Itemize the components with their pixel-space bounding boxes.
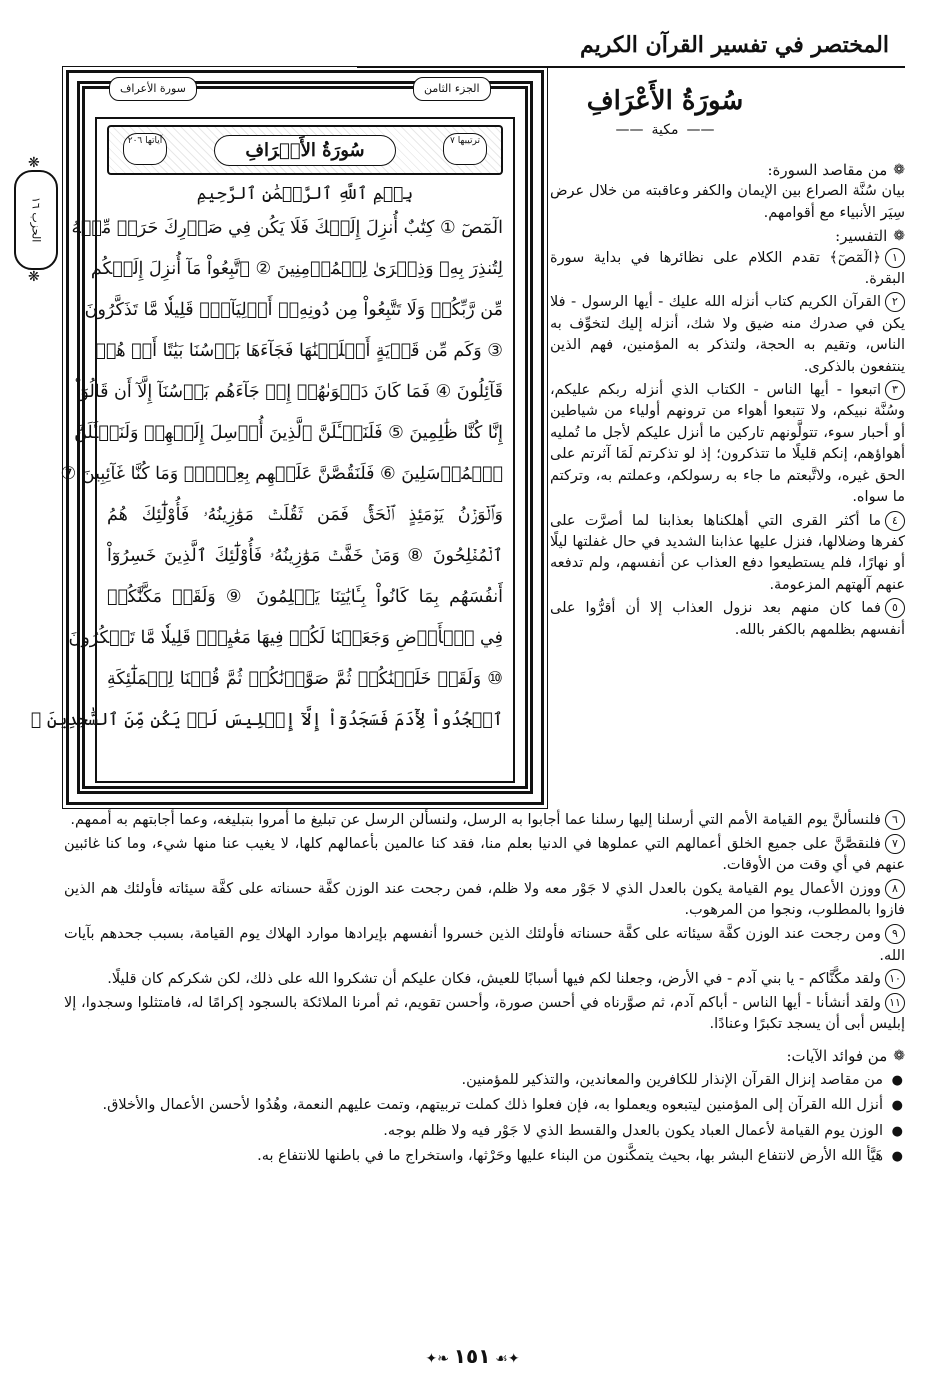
verse-number-badge: ١١ xyxy=(885,993,905,1013)
flower-icon: ❁ xyxy=(893,162,905,178)
verse-line: ③ وَكَم مِّن قَرۡيَةٍ أَهۡلَكۡنَٰهَا فَجَآءَهَا بَأۡسُنَا بَيَٰتًا أَوۡ هُمۡ xyxy=(95,341,503,361)
tafsir-text: ما أكثر القرى التي أهلكناها بعذابنا لما أصرَّت على كفرها وضلالها، فنزل عليها عذابنا الشديد في حال غفلتها ليلًا أو نهارًا، فلم يستطيعوا دفع العذاب عن أنفسهم، ولم تدفعه عنهم آلهتهم المزعومة. xyxy=(550,512,905,593)
tafsir-verse-10 xyxy=(64,969,905,991)
maqasid-text: بيان سُنَّة الصراع بين الإيمان والكفر وعاقبته من خلال عرض سِيَر الأنبياء مع أقوامهم. xyxy=(550,183,905,221)
tafsir-text: القرآن الكريم كتاب أنزله الله عليك - أيها الرسول - فلا يكن في صدرك منه ضيق ولا شك، أنزله إليك لتخوِّف به الناس، وتقيم به الحجة، ولتذكر به المؤمنين، فهم الذين ينتفعون بالذكرى. xyxy=(550,294,905,375)
surah-banner xyxy=(107,125,503,175)
tafsir-verse-8 xyxy=(64,879,905,922)
tafsir-heading-label: التفسير: xyxy=(835,227,888,246)
hizb-label: ❋ الحزب ١٦ xyxy=(29,197,43,243)
page-number-value: ١٥١ xyxy=(453,1344,491,1368)
intro-column xyxy=(550,160,905,643)
page-number xyxy=(0,1344,945,1368)
benefits-list xyxy=(64,1070,905,1168)
tafsir-text: ﴿الٓمٓصٓ﴾ تقدم الكلام على نظائرها في بداية سورة البقرة. xyxy=(550,249,905,288)
verse-number-badge: ٧ xyxy=(885,834,905,854)
flower-icon: ❁ xyxy=(893,228,905,245)
tafsir-text: اتبعوا - أيها الناس - الكتاب الذي أنزله ربكم عليكم، وسُنَّة نبيكم، ولا تتبعوا أهواء من ترونهم أولياء من شياطين أو أحبار سوء، تتولَّونهم تاركين ما أنزل عليكم لأجل ما تُمليه أهواؤهم، إنكم قليلًا ما تتذكرون؛ إذ لو تذكرتم لَمَا آثرتم على الحق غيره، ولاتَّبعتم ما جاء به رسولكم، وعملتم به، وتركتم ما سواه. xyxy=(550,382,905,506)
list-item: ● هَيَّأ الله الأرض لانتفاع البشر بها، بحيث يتمكَّنون من البناء عليها وحَرْثها، واستخراج ما في باطنها للانتفاع به. xyxy=(64,1146,883,1168)
juz-tag: الجزء الثامن xyxy=(413,77,491,101)
tafsir-verse-5 xyxy=(550,598,905,641)
tafsir-text: فلنسألنَّ يوم القيامة الأمم التي أرسلنا إليها رسلنا عما أجابوا به الرسل، ولنسألن الرسل عن تبليغ ما أمروا بتبليغه، وعما أجابتهم به أممهم. xyxy=(70,812,881,828)
tafsir-verse-11 xyxy=(64,993,905,1036)
list-item: ● الوزن يوم القيامة لأعمال العباد يكون بالعدل والقسط الذي لا جَوْر فيه ولا ظلم بوجه. xyxy=(64,1121,883,1143)
verse-number-badge: ٦ xyxy=(885,810,905,830)
tafsir-text: فما كان منهم بعد نزول العذاب إلا أن أقرُّوا على أنفسهم بظلمهم بالكفر بالله. xyxy=(550,600,905,638)
verse-line: فِي ٱلۡأَرۡضِ وَجَعَلۡنَا لَكُمۡ فِيهَا مَعَٰيِشَۗ قَلِيلٗا مَّا تَشۡكُرُونَ xyxy=(68,628,503,648)
verse-number-badge: ١٠ xyxy=(885,969,905,989)
ayat-count-label: آياتها ٢٠٦ xyxy=(123,133,167,165)
tafsir-verse-7 xyxy=(64,834,905,877)
verse-number-badge: ٣ xyxy=(885,380,905,400)
benefits-section xyxy=(64,1046,905,1168)
verse-line: لِتُنذِرَ بِهِۦ وَذِكۡرَىٰ لِلۡمُؤۡمِنِينَ ② ٱتَّبِعُواْ مَآ أُنزِلَ إِلَيۡكُم xyxy=(90,259,503,279)
tafsir-verse-3 xyxy=(550,380,905,508)
surah-tag: سورة الأعراف xyxy=(109,77,197,101)
verse-number-badge: ٤ xyxy=(885,511,905,531)
maqasid-heading xyxy=(550,160,905,181)
tafsir-verse-6 xyxy=(64,810,905,832)
tafsir-text: ولقد مكَّنَّاكم - يا بني آدم - في الأرض، وجعلنا لكم فيها أسبابًا للعيش، فكان عليكم أن تشكروا الله على ذلك، لكن شكركم كان قليلًا. xyxy=(107,971,881,988)
verse-line: قَآئِلُونَ ④ فَمَا كَانَ دَعۡوَىٰهُمۡ إِذۡ جَآءَهُم بَأۡسُنَآ إِلَّآ أَن قَالُوٓاْ xyxy=(75,382,503,402)
mushaf-surah-name: سُورَةُ الأَعۡرَافِ xyxy=(214,135,395,166)
verse-line: ٱلۡمُفۡلِحُونَ ⑧ وَمَنۡ خَفَّتۡ مَوَٰزِينُهُۥ فَأُوْلَٰٓئِكَ ٱلَّذِينَ خَسِرُوٓاْ xyxy=(107,546,503,566)
tafsir-heading xyxy=(550,226,905,247)
tafsir-text: ولقد أنشأنا - أيها الناس - أباكم آدم، ثم صوَّرناه في أحسن صورة، وأحسن تقويم، ثم أمرنا الملائكة بالسجود إكرامًا له، فامتثلوا وسجدوا، إلا إبليس أبى أن يسجد تكبرًا وعنادًا. xyxy=(64,994,905,1033)
verse-line: أَنفُسَهُم بِمَا كَانُواْ بِـَٔايَٰتِنَا يَظۡلِمُونَ ⑨ وَلَقَدۡ مَكَّنَّٰكُمۡ xyxy=(107,587,503,607)
list-item: ● من مقاصد إنزال القرآن الإنذار للكافرين والمعاندين، والتذكير للمؤمنين. xyxy=(64,1070,883,1092)
maqasid-heading-label: من مقاصد السورة: xyxy=(767,161,888,179)
surah-title: سُورَةُ الأَعْرَافِ xyxy=(586,86,744,116)
tafsir-verse-9 xyxy=(64,924,905,967)
verse-line: ٱلۡمُرۡسَلِينَ ⑥ فَلَنَقُصَّنَّ عَلَيۡهِم بِعِلۡمٖۖ وَمَا كُنَّا غَآئِبِينَ ⑦ xyxy=(60,464,503,484)
verse-line: ٱسۡجُدُواْ لِأٓدَمَ فَسَجَدُوٓاْ إِلَّآ إِبۡلِيسَ لَمۡ يَكُن مِّنَ ٱلسَّٰجِدِينَ ⑪ xyxy=(30,710,503,730)
tafsir-continued xyxy=(64,810,905,1172)
tafsir-verse-4 xyxy=(550,511,905,597)
tafsir-text: ومن رجحت عند الوزن كفَّة سيئاته على كفَّة حسناته فأولئك الذين خسروا أنفسهم بإيرادها موارد الهلاك يوم القيامة، بسبب جحدهم بآيات الله. xyxy=(64,925,905,964)
benefits-heading-label: من فوائد الآيات: xyxy=(786,1046,888,1065)
tafsir-verse-2 xyxy=(550,292,905,378)
benefits-heading xyxy=(64,1046,905,1068)
surah-type: —— مكية —— xyxy=(565,122,765,138)
tafsir-verse-1 xyxy=(550,248,905,291)
header-rule xyxy=(357,66,905,68)
verse-number-badge: ٨ xyxy=(885,879,905,899)
verse-number-badge: ٥ xyxy=(885,598,905,618)
verse-line: إِنَّا كُنَّا ظَٰلِمِينَ ⑤ فَلَنَسۡـَٔلَنَّ ٱلَّذِينَ أُرۡسِلَ إِلَيۡهِمۡ وَلَنَسۡـَٔلَنَّ xyxy=(74,423,503,443)
tafsir-text: فلنقصَّنَّ على جميع الخلق أعمالهم التي عملوها في الدنيا بعلم منا، فقد كنا عالمين بأعمالهم كلها، لا يغيب عنا منها شيء، وما كنا غائبين عنهم في أي وقت من الأوقات. xyxy=(64,835,905,874)
book-title: المختصر في تفسير القرآن الكريم xyxy=(580,32,889,58)
verse-number-badge: ٩ xyxy=(885,924,905,944)
verse-line: ⑩ وَلَقَدۡ خَلَقۡنَٰكُمۡ ثُمَّ صَوَّرۡنَٰكُمۡ ثُمَّ قُلۡنَا لِلۡمَلَٰٓئِكَةِ xyxy=(107,669,503,689)
verse-line: الٓمٓصٓ ① كِتَٰبٌ أُنزِلَ إِلَيۡكَ فَلَا يَكُن فِي صَدۡرِكَ حَرَجٞ مِّنۡهُ xyxy=(71,218,503,238)
surah-order-label: ترتيبها ٧ xyxy=(443,133,487,165)
verse-line: وَٱلۡوَزۡنُ يَوۡمَئِذٍ ٱلۡحَقُّۚ فَمَن ثَقُلَتۡ مَوَٰزِينُهُۥ فَأُوْلَٰٓئِكَ هُمُ xyxy=(107,505,503,525)
tafsir-text: ووزن الأعمال يوم القيامة يكون بالعدل الذي لا جَوْر معه ولا ظلم، فمن رجحت عند الوزن كفَّة حسناته على كفَّة سيئاته فأولئك هم الذين فازوا بالمطلوب، ونجوا من المرهوب. xyxy=(64,880,905,919)
basmala: بِسۡمِ ٱللَّهِ ٱلرَّحۡمَٰنِ ٱلرَّحِيمِ xyxy=(196,184,414,204)
hizb-badge xyxy=(14,170,58,270)
page-header xyxy=(0,14,945,72)
verse-number-badge: ٢ xyxy=(885,292,905,312)
verse-line: مِّن رَّبِّكُمۡ وَلَا تَتَّبِعُواْ مِن دُونِهِۦٓ أَوۡلِيَآءَۗ قَلِيلٗا مَّا تَذَكَّرُونَ xyxy=(84,300,503,320)
list-item: ● أنزل الله القرآن إلى المؤمنين ليتبعوه ويعملوا به، فإن فعلوا ذلك كملت تربيتهم، وتمت عليهم النعمة، وهُدُوا لأحسن الأعمال والأخلاق. xyxy=(64,1095,883,1117)
flower-icon: ❁ xyxy=(893,1047,905,1064)
verse-number-badge: ١ xyxy=(885,248,905,268)
